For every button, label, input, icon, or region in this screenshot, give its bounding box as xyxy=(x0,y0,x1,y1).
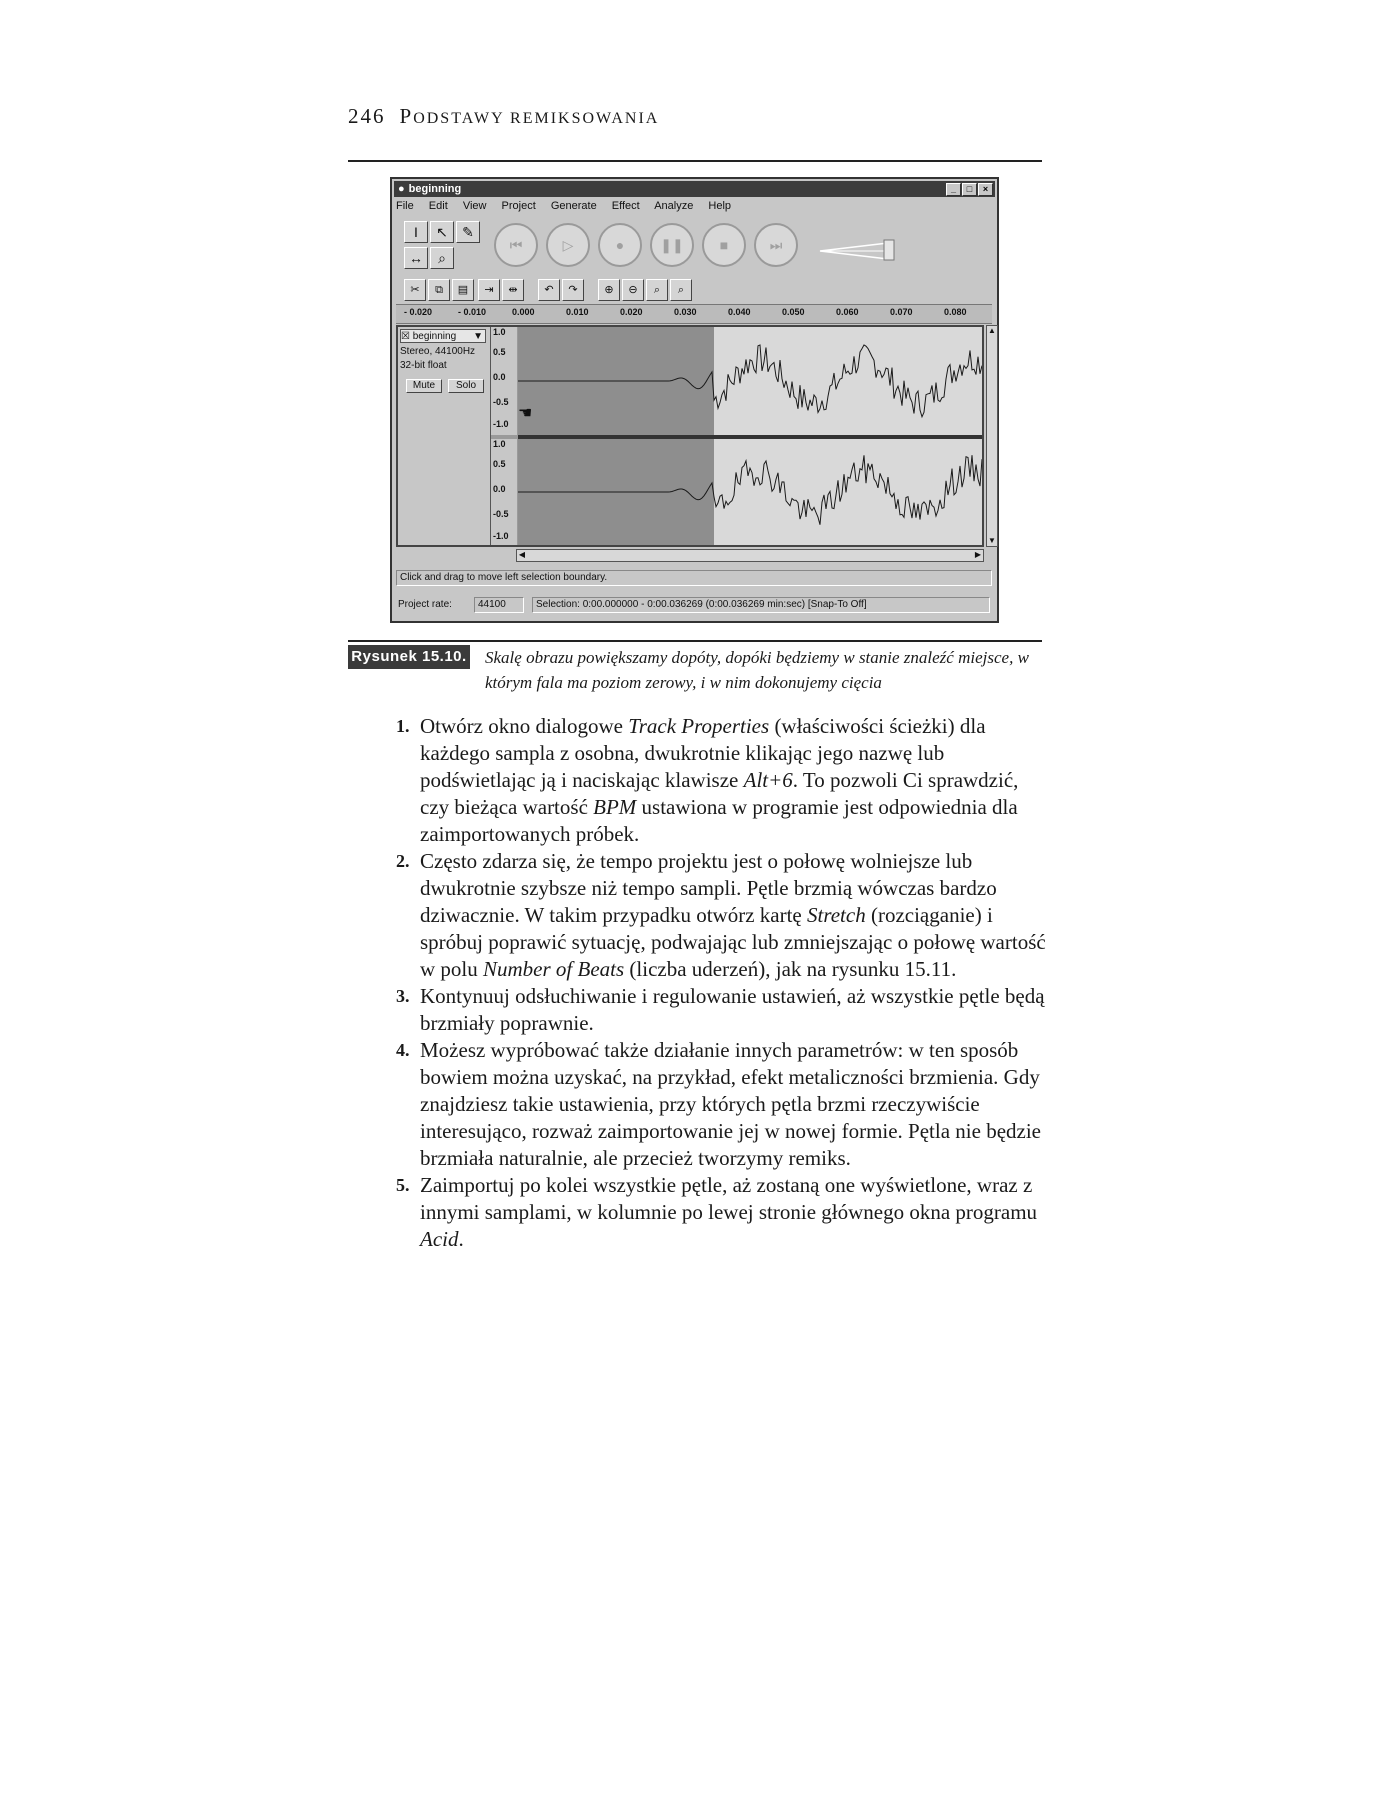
volume-slider-icon[interactable] xyxy=(818,237,918,263)
pause-icon[interactable]: ❚❚ xyxy=(650,223,694,267)
ruler-tick: 0.010 xyxy=(566,307,589,317)
scroll-down-icon[interactable]: ▼ xyxy=(988,536,996,545)
zoom-tool-icon[interactable]: ⌕ xyxy=(430,247,454,269)
list-item xyxy=(390,983,1050,1037)
step-fragment: (rozciąganie) i spróbuj poprawić sytuację, podwajając lub zmniejszając o połowę wartość w polu xyxy=(420,903,1046,981)
tools-toolbar xyxy=(398,221,482,275)
step-text xyxy=(420,984,1045,1035)
track-bit-depth: 32-bit float xyxy=(400,360,447,371)
step-fragment: . xyxy=(458,1227,464,1251)
step-term: BPM xyxy=(593,795,637,819)
step-fragment: Otwórz okno dialogowe xyxy=(420,714,629,738)
ruler-tick: - 0.020 xyxy=(404,307,433,317)
scroll-up-icon[interactable]: ▲ xyxy=(988,326,996,335)
track-panel xyxy=(396,325,984,547)
play-icon[interactable]: ▷ xyxy=(546,223,590,267)
ruler-tick: 0.060 xyxy=(836,307,859,317)
step-term: Acid xyxy=(420,1227,459,1251)
redo-icon[interactable]: ↷ xyxy=(562,279,584,301)
list-item xyxy=(390,713,1050,848)
list-item xyxy=(390,848,1050,983)
horizontal-scrollbar[interactable] xyxy=(516,549,984,562)
timeshift-tool-icon[interactable]: ↔ xyxy=(404,247,428,269)
figure-label: Rysunek 15.10. xyxy=(348,645,470,669)
skip-end-icon[interactable]: ⏭ xyxy=(754,223,798,267)
scale-label: -1.0 xyxy=(493,419,509,429)
zoom-in-icon[interactable]: ⊕ xyxy=(598,279,620,301)
window-titlebar xyxy=(394,181,995,197)
timeline-ruler[interactable] xyxy=(396,304,992,324)
zoom-out-icon[interactable]: ⊖ xyxy=(622,279,644,301)
scale-label: -0.5 xyxy=(493,397,509,407)
amplitude-scale-left xyxy=(491,327,517,435)
menu-analyze[interactable]: Analyze xyxy=(654,200,694,212)
vertical-scrollbar[interactable] xyxy=(986,325,998,547)
ruler-tick: 0.050 xyxy=(782,307,805,317)
track-control-panel xyxy=(398,327,491,545)
page-number: 246 xyxy=(348,104,386,128)
draw-tool-icon[interactable]: ✎ xyxy=(456,221,480,243)
scale-label: 0.0 xyxy=(493,484,506,494)
scale-label: -0.5 xyxy=(493,509,509,519)
scale-label: 0.0 xyxy=(493,372,506,382)
step-text xyxy=(420,1038,1041,1170)
step-fragment: . To pozwoli Ci sprawdzić, czy bieżąca wartość xyxy=(420,768,1019,819)
skip-start-icon[interactable]: ⏮ xyxy=(494,223,538,267)
step-fragment: Często zdarza się, że tempo projektu jest o połowę wolniejsze lub dwukrotnie szybsze niż tempo sampli. Pętle brzmią wówczas bardzo dziwacznie. W takim przypadku otwórz kartę xyxy=(420,849,997,927)
menu-help[interactable]: Help xyxy=(708,200,732,212)
step-number: 1. xyxy=(396,716,410,736)
scroll-right-icon[interactable]: ▶ xyxy=(974,550,982,559)
menu-edit[interactable]: Edit xyxy=(428,200,448,212)
step-text xyxy=(420,849,1046,981)
selection-bar xyxy=(396,597,992,615)
step-text xyxy=(420,714,1018,846)
cut-icon[interactable]: ✂ xyxy=(404,279,426,301)
instruction-list xyxy=(390,713,1050,1253)
step-fragment: ustawiona w programie jest odpowiednia dla zaimportowanych próbek. xyxy=(420,795,1018,846)
header-rule xyxy=(348,160,1042,162)
record-icon[interactable]: ● xyxy=(598,223,642,267)
ruler-tick: 0.070 xyxy=(890,307,913,317)
scale-label: 0.5 xyxy=(493,347,506,357)
ruler-tick: - 0.010 xyxy=(458,307,487,317)
figure-caption: Skalę obrazu powiększamy dopóty, dopóki będziemy w stanie znaleźć miejsce, w którym fala ma poziom zerowy, i w nim dokonujemy cięcia xyxy=(485,648,1029,692)
ruler-tick: 0.030 xyxy=(674,307,697,317)
close-button[interactable]: × xyxy=(978,183,993,196)
step-fragment: Kontynuuj odsłuchiwanie i regulowanie ustawień, aż wszystkie pętle będą brzmiały poprawnie. xyxy=(420,984,1045,1035)
waveform-right-channel[interactable] xyxy=(518,439,982,545)
amplitude-scale-right xyxy=(491,439,517,545)
scale-label: 1.0 xyxy=(493,327,506,337)
status-message: Click and drag to move left selection boundary. xyxy=(396,570,992,586)
step-number: 4. xyxy=(396,1040,410,1060)
undo-icon[interactable]: ↶ xyxy=(538,279,560,301)
step-term: Track Properties xyxy=(628,714,770,738)
track-format: Stereo, 44100Hz xyxy=(400,346,476,357)
copy-icon[interactable]: ⧉ xyxy=(428,279,450,301)
project-rate-label: Project rate: xyxy=(398,599,452,610)
chevron-down-icon[interactable]: ▼ xyxy=(473,331,483,342)
solo-button[interactable]: Solo xyxy=(448,379,484,393)
scale-label: 1.0 xyxy=(493,439,506,449)
window-title: beginning xyxy=(408,183,462,195)
menu-effect[interactable]: Effect xyxy=(611,200,640,212)
step-number: 5. xyxy=(396,1175,410,1195)
scale-label: 0.5 xyxy=(493,459,506,469)
close-icon[interactable]: ☒ xyxy=(401,331,410,342)
fit-project-icon[interactable]: ⌕ xyxy=(670,279,692,301)
step-term: Number of Beats xyxy=(483,957,625,981)
track-name: beginning xyxy=(412,331,457,342)
step-text xyxy=(420,1173,1037,1251)
stop-icon[interactable]: ■ xyxy=(702,223,746,267)
track-name-dropdown[interactable] xyxy=(400,329,486,343)
maximize-button[interactable]: □ xyxy=(962,183,977,196)
selection-readout: Selection: 0:00.000000 - 0:00.036269 (0:00.036269 min:sec) [Snap-To Off] xyxy=(532,597,990,613)
trim-icon[interactable]: ⇥ xyxy=(478,279,500,301)
fit-selection-icon[interactable]: ⌕ xyxy=(646,279,668,301)
scroll-left-icon[interactable]: ◀ xyxy=(518,550,526,559)
caption-rule xyxy=(348,640,1042,642)
figure-audio-editor-window xyxy=(390,177,999,623)
waveform-left-channel[interactable] xyxy=(518,327,982,435)
step-fragment: (właściwości ścieżki) dla każdego sampla z osobna, dwukrotnie klikając jego nazwę lub podświetlając ją i naciskając klawisze xyxy=(420,714,986,792)
scale-label: -1.0 xyxy=(493,531,509,541)
menu-generate[interactable]: Generate xyxy=(550,200,597,212)
hand-cursor-icon: ☚ xyxy=(518,405,533,422)
project-rate-field[interactable]: 44100 xyxy=(474,597,524,613)
ruler-tick: 0.080 xyxy=(944,307,967,317)
running-title: ODSTAWY REMIKSOWANIA xyxy=(413,110,660,127)
running-header xyxy=(348,104,659,129)
menu-bar xyxy=(396,200,743,216)
minimize-button[interactable]: _ xyxy=(946,183,961,196)
selection-tool-icon[interactable]: I xyxy=(404,221,428,243)
menu-file[interactable]: File xyxy=(396,200,414,212)
step-fragment: Możesz wypróbować także działanie innych parametrów: w ten sposób bowiem można uzyskać, na przykład, efekt metaliczności brzmienia. Gdy znajdziesz takie ustawienia, przy których pętla brzmi rzeczywiście interesująco, rozważ zaimportowanie jej w nowej formie. Pętla nie będzie brzmiała naturalnie, ale przecież tworzymy remiks. xyxy=(420,1038,1041,1170)
step-fragment: (liczba uderzeń), jak na rysunku 15.11. xyxy=(624,957,957,981)
step-term: Stretch xyxy=(807,903,866,927)
step-term: Alt+6 xyxy=(743,768,793,792)
ruler-tick: 0.040 xyxy=(728,307,751,317)
ruler-tick: 0.020 xyxy=(620,307,643,317)
menu-view[interactable]: View xyxy=(462,200,487,212)
list-item xyxy=(390,1037,1050,1172)
step-number: 2. xyxy=(396,851,410,871)
envelope-tool-icon[interactable]: ↖ xyxy=(430,221,454,243)
step-fragment: Zaimportuj po kolei wszystkie pętle, aż zostaną one wyświetlone, wraz z innymi samplami, w kolumnie po lewej stronie głównego okna programu xyxy=(420,1173,1038,1224)
paste-icon[interactable]: ▤ xyxy=(452,279,474,301)
list-item xyxy=(390,1172,1050,1253)
silence-icon[interactable]: ⇹ xyxy=(502,279,524,301)
ruler-tick: 0.000 xyxy=(512,307,535,317)
mute-button[interactable]: Mute xyxy=(406,379,442,393)
step-number: 3. xyxy=(396,986,410,1006)
app-icon: ● xyxy=(398,183,405,195)
running-title-initial: P xyxy=(399,104,414,128)
menu-project[interactable]: Project xyxy=(501,200,536,212)
